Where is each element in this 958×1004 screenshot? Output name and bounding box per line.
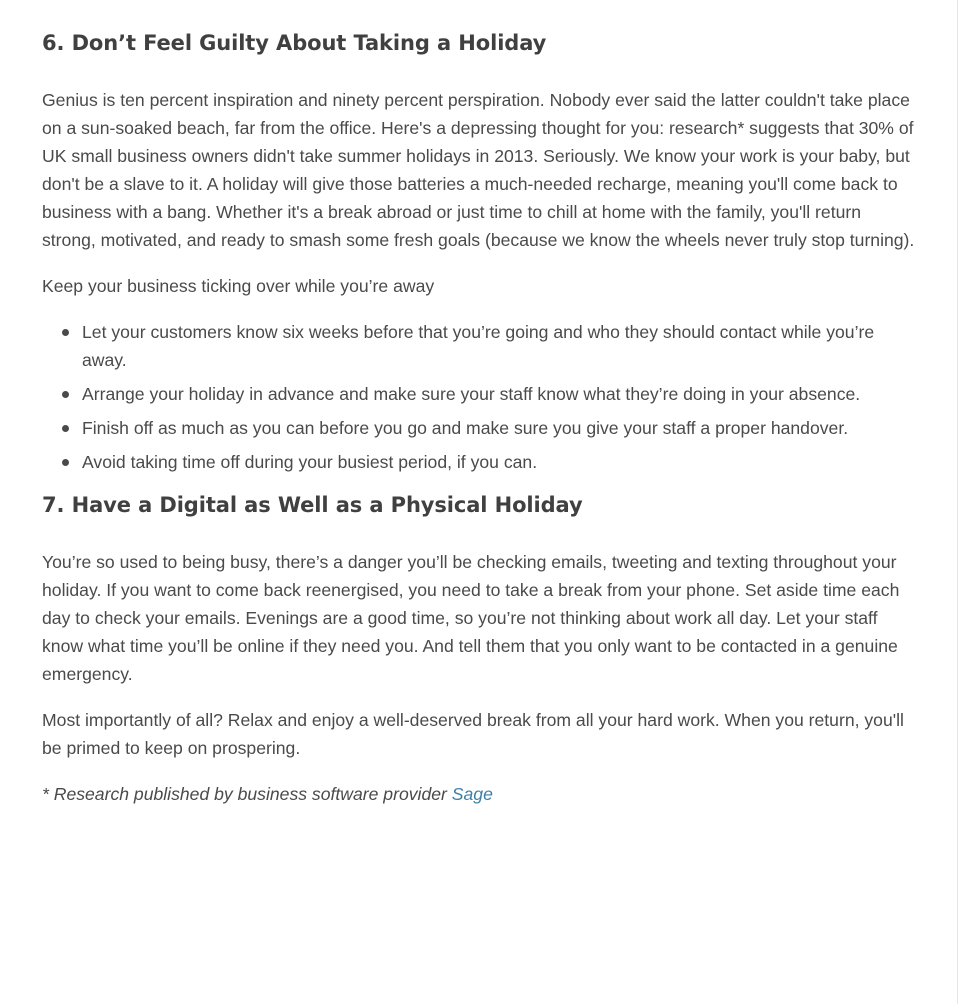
section-7-heading: 7. Have a Digital as Well as a Physical Holiday bbox=[42, 493, 583, 517]
section-6-heading: 6. Don’t Feel Guilty About Taking a Holiday bbox=[42, 31, 547, 55]
tips-intro: Keep your business ticking over while you’re away bbox=[42, 276, 435, 296]
sage-link[interactable]: Sage bbox=[451, 784, 493, 804]
closing-paragraph: Most importantly of all? Relax and enjoy a well-deserved break from all your hard work. When you return, you'll be primed to keep on prospering. bbox=[42, 710, 904, 758]
tip-list-item: Let your customers know six weeks before that you’re going and who they should contact while you’re away. bbox=[82, 318, 918, 374]
footnote-text: * Research published by business software provider bbox=[42, 784, 452, 804]
article-body bbox=[42, 28, 918, 808]
tips-list bbox=[42, 318, 918, 476]
tip-list-item: Arrange your holiday in advance and make sure your staff know what they’re doing in your absence. bbox=[82, 380, 918, 408]
tip-list-item: Finish off as much as you can before you go and make sure you give your staff a proper handover. bbox=[82, 414, 918, 442]
tip-list-item: Avoid taking time off during your busiest period, if you can. bbox=[82, 448, 918, 476]
section-6-paragraph: Genius is ten percent inspiration and ninety percent perspiration. Nobody ever said the latter couldn't take place on a sun-soaked beach, far from the office. Here's a depressing thought for you: research* suggests that 30% of UK small business owners didn't take summer holidays in 2013. Seriously. We know your work is your baby, but don't be a slave to it. A holiday will give those batteries a much-needed recharge, meaning you'll come back to business with a bang. Whether it's a break abroad or just time to chill at home with the family, you'll return strong, motivated, and ready to smash some fresh goals (because we know the wheels never truly stop turning). bbox=[42, 90, 915, 250]
research-footnote bbox=[42, 780, 918, 808]
section-7-paragraph: You’re so used to being busy, there’s a danger you’ll be checking emails, tweeting and texting throughout your holiday. If you want to come back reenergised, you need to take a break from your phone. Set aside time each day to check your emails. Evenings are a good time, so you’re not thinking about work all day. Let your staff know what time you’ll be online if they need you. And tell them that you only want to be contacted in a genuine emergency. bbox=[42, 552, 900, 684]
